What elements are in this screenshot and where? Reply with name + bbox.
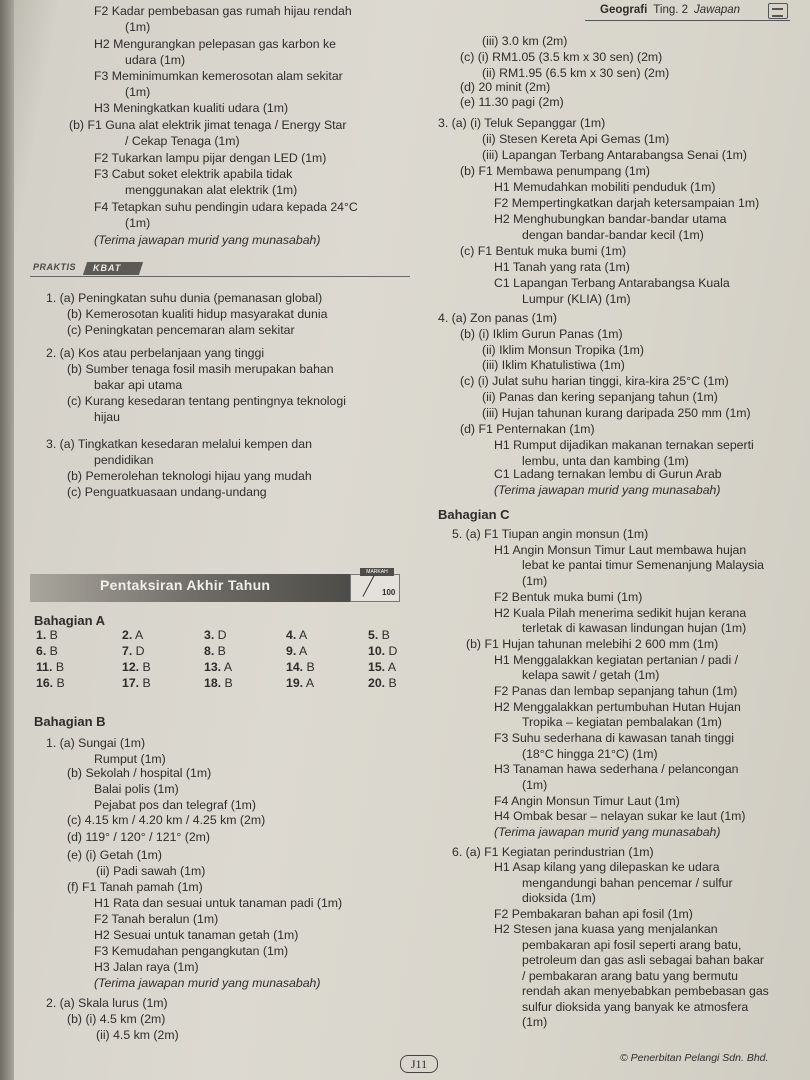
answer-line: pendidikan [94,453,154,467]
answer-line: petroleum dan gas asli sebagai bahan bakar [522,953,765,967]
answer-line: udara (1m) [125,53,186,67]
score-total: 100 [382,588,396,597]
answer-line: C1 Lapangan Terbang Antarabangsa Kuala [494,276,730,290]
answer-line: F2 Kadar pembebasan gas rumah hijau rendah [94,4,352,18]
answer-line: 5. (a) F1 Tiupan angin monsun (1m) [452,527,649,541]
answer-line: 2. (a) Kos atau perbelanjaan yang tinggi [46,346,265,360]
answer-line: F2 Pembakaran bahan api fosil (1m) [494,907,693,921]
answer-line: pembakaran api fosil seperti arang batu, [522,938,742,952]
answer-line: (ii) RM1.95 (6.5 km x 30 sen) (2m) [482,66,670,80]
answer-line: dioksida (1m) [522,891,596,905]
answer-line: H1 Memudahkan mobiliti penduduk (1m) [494,180,716,194]
mcq-answer: 2. A [122,628,144,642]
publisher-credit: © Penerbitan Pelangi Sdn. Bhd. [620,1052,769,1064]
mcq-answer: 8. B [204,644,226,658]
answer-line: 1. (a) Peningkatan suhu dunia (pemanasan global) [46,291,323,305]
answer-line: mengandungi bahan pencemar / sulfur [522,876,733,890]
answer-line: terletak di kawasan lindungan hujan (1m) [522,621,747,635]
answer-line: (e) 11.30 pagi (2m) [460,95,564,109]
answer-line: (b) Pemerolehan teknologi hijau yang mudah [67,469,312,483]
answer-line: H1 Rata dan sesuai untuk tanaman padi (1m) [94,896,343,910]
book-icon [768,3,788,19]
answer-line: lebat ke pantai timur Semenanjung Malaysia [522,558,764,572]
answer-line: F3 Cabut soket elektrik apabila tidak [94,167,293,181]
running-header [600,4,740,16]
kbat-label [33,262,141,276]
answer-line: C1 Ladang ternakan lembu di Gurun Arab [494,467,722,481]
answer-line: (d) F1 Penternakan (1m) [460,422,595,436]
kbat-prefix: PRAKTIS [33,262,77,272]
answer-line: 3. (a) (i) Teluk Sepanggar (1m) [438,116,606,130]
score-tag: MARKAH [360,568,394,576]
answer-line: H3 Tanaman hawa sederhana / pelancongan [494,762,739,776]
mcq-answer: 18. B [204,676,233,690]
answer-line: F4 Tetapkan suhu pendingin udara kepada 24°C [94,200,358,214]
answer-line: (1m) [125,85,151,99]
answer-line: H2 Mengurangkan pelepasan gas karbon ke [94,37,337,51]
answer-line: lembu, unta dan kambing (1m) [522,454,689,468]
answer-line: (b) Kemerosotan kualiti hidup masyarakat dunia [67,307,328,321]
answer-line: Balai polis (1m) [94,782,179,796]
answer-line: / pembakaran arang batu yang bermutu [522,969,739,983]
answer-line: (1m) [125,20,151,34]
answer-line: (b) F1 Guna alat elektrik jimat tenaga / Energy Star [69,118,347,132]
answer-line: H1 Asap kilang yang dilepaskan ke udara [494,860,720,874]
answer-line: (Terima jawapan murid yang munasabah) [494,825,721,839]
answer-line: Pejabat pos dan telegraf (1m) [94,798,257,812]
answer-line: kelapa sawit / getah (1m) [522,668,660,682]
answer-line: hijau [94,410,120,424]
page-number: J11 [400,1055,438,1073]
answer-line: F3 Meminimumkan kemerosotan alam sekitar [94,69,343,83]
answer-line: F2 Tanah beralun (1m) [94,912,219,926]
answer-line: (ii) Panas dan kering sepanjang tahun (1m) [482,390,718,404]
mcq-answer: 16. B [36,676,65,690]
answer-line: H1 Menggalakkan kegiatan pertanian / padi / [494,653,739,667]
answer-line: 6. (a) F1 Kegiatan perindustrian (1m) [452,845,654,859]
answer-line: 1. (a) Sungai (1m) [46,736,146,750]
answer-line: H2 Kuala Pilah menerima sedikit hujan kerana [494,606,747,620]
mcq-answer: 15. A [368,660,397,674]
answer-line: (c) F1 Bentuk muka bumi (1m) [460,244,627,258]
mcq-answer: 17. B [122,676,151,690]
mcq-answer: 14. B [286,660,315,674]
answer-line: (1m) [522,778,548,792]
header-level: Ting. 2 [653,4,689,16]
answer-line: (b) Sumber tenaga fosil masih merupakan bahan [67,362,334,376]
answer-line: F3 Kemudahan pengangkutan (1m) [94,944,289,958]
answer-line: (e) (i) Getah (1m) [67,848,162,862]
answer-line: F3 Suhu sederhana di kawasan tanah tinggi [494,731,734,745]
answer-line: Bahagian B [34,714,106,729]
answer-line: sulfur dioksida yang banyak ke atmosfera [522,1000,749,1014]
answer-line: (ii) Padi sawah (1m) [96,864,206,878]
answer-line: (1m) [522,574,548,588]
answer-line: (ii) Stesen Kereta Api Gemas (1m) [482,132,670,146]
answer-line: (iii) Lapangan Terbang Antarabangsa Senai (1m) [482,148,748,162]
answer-line: (c) (i) RM1.05 (3.5 km x 30 sen) (2m) [460,50,663,64]
banner-title: Pentaksiran Akhir Tahun [100,577,271,593]
answer-line: 4. (a) Zon panas (1m) [438,311,557,325]
answer-line: (Terima jawapan murid yang munasabah) [494,483,721,497]
answer-line: Bahagian A [34,613,106,628]
answer-line: Lumpur (KLIA) (1m) [522,292,631,306]
answer-line: bakar api utama [94,378,183,392]
answer-line: (d) 119° / 120° / 121° (2m) [67,830,211,844]
answer-line: (c) Peningkatan pencemaran alam sekitar [67,323,295,337]
answer-line: (Terima jawapan murid yang munasabah) [94,976,321,990]
book-spine-shadow [0,0,14,1080]
answer-line: F2 Bentuk muka bumi (1m) [494,590,643,604]
header-section: Jawapan [694,4,741,16]
answer-line: (b) (i) Iklim Gurun Panas (1m) [460,327,623,341]
kbat-word: KBAT [93,263,122,273]
answer-line: 3. (a) Tingkatkan kesedaran melalui kempen dan [46,437,312,451]
answer-line: (b) (i) 4.5 km (2m) [67,1012,166,1026]
answer-line: H1 Tanah yang rata (1m) [494,260,630,274]
answer-line: (c) 4.15 km / 4.20 km / 4.25 km (2m) [67,813,266,827]
answer-line: F2 Panas dan lembap sepanjang tahun (1m) [494,684,738,698]
answer-line: (b) F1 Hujan tahunan melebihi 2 600 mm (1m) [466,637,719,651]
answer-line: H2 Stesen jana kuasa yang menjalankan [494,922,718,936]
mcq-answer: 12. B [122,660,151,674]
mcq-answer: 4. A [286,628,308,642]
answer-line: (c) (i) Julat suhu harian tinggi, kira-kira 25°C (1m) [460,374,729,388]
answer-line: Tropika – kegiatan pembalakan (1m) [522,715,722,729]
mcq-answer: 9. A [286,644,308,658]
mcq-answer: 11. B [36,660,65,674]
answer-line: 2. (a) Skala lurus (1m) [46,996,168,1010]
answer-line: / Cekap Tenaga (1m) [125,134,240,148]
answer-line: (Terima jawapan murid yang munasabah) [94,233,321,247]
section-banner [30,568,400,602]
mcq-answer: 20. B [368,676,397,690]
answer-line: (18°C hingga 21°C) (1m) [522,747,658,761]
mcq-answer: 19. A [286,676,315,690]
mcq-answer: 3. D [204,628,227,642]
answer-line: (1m) [522,1015,548,1029]
answer-line: (b) F1 Membawa penumpang (1m) [460,164,650,178]
mcq-answer: 1. B [36,628,58,642]
answer-line: H3 Meningkatkan kualiti udara (1m) [94,101,289,115]
answer-line: H4 Ombak besar – nelayan sukar ke laut (1m) [494,809,746,823]
answer-line: (c) Kurang kesedaran tentang pentingnya teknologi [67,394,346,408]
mcq-answer: 6. B [36,644,58,658]
answer-line: H1 Angin Monsun Timur Laut membawa hujan [494,543,747,557]
answer-line: menggunakan alat elektrik (1m) [125,183,298,197]
answer-line: H2 Menggalakkan pertumbuhan Hutan Hujan [494,700,741,714]
answer-line: H1 Rumput dijadikan makanan ternakan seperti [494,438,754,452]
answer-line: (f) F1 Tanah pamah (1m) [67,880,203,894]
mcq-answer: 5. B [368,628,390,642]
header-rule [585,20,790,21]
answer-line: F2 Mempertingkatkan darjah ketersampaian 1m) [494,196,760,210]
answer-line: F2 Tukarkan lampu pijar dengan LED (1m) [94,151,327,165]
answer-line: H2 Menghubungkan bandar-bandar utama [494,212,727,226]
answer-line: Bahagian C [438,507,510,522]
mcq-answer: 10. D [368,644,398,658]
header-subject: Geografi [600,4,648,16]
answer-line: F4 Angin Monsun Timur Laut (1m) [494,794,680,808]
answer-line: (ii) 4.5 km (2m) [96,1028,179,1042]
answer-line: (b) Sekolah / hospital (1m) [67,766,212,780]
mcq-answer: 7. D [122,644,145,658]
answer-line: (iii) 3.0 km (2m) [482,34,568,48]
answer-line: H3 Jalan raya (1m) [94,960,199,974]
answer-line: (c) Penguatkuasaan undang-undang [67,485,267,499]
mcq-answer: 13. A [204,660,233,674]
answer-line: (iii) Hujan tahunan kurang daripada 250 mm (1m) [482,406,751,420]
answer-line: H2 Sesuai untuk tanaman getah (1m) [94,928,299,942]
answer-line: Rumput (1m) [94,752,166,766]
answer-line: (d) 20 minit (2m) [460,80,551,94]
kbat-rule [30,276,410,277]
answer-line: rendah akan menyebabkan pembebasan gas [522,984,769,998]
answer-line: (1m) [125,216,151,230]
answer-line: dengan bandar-bandar kecil (1m) [522,228,704,242]
answer-line: (ii) Iklim Monsun Tropika (1m) [482,343,644,357]
answer-line: (iii) Iklim Khatulistiwa (1m) [482,358,625,372]
